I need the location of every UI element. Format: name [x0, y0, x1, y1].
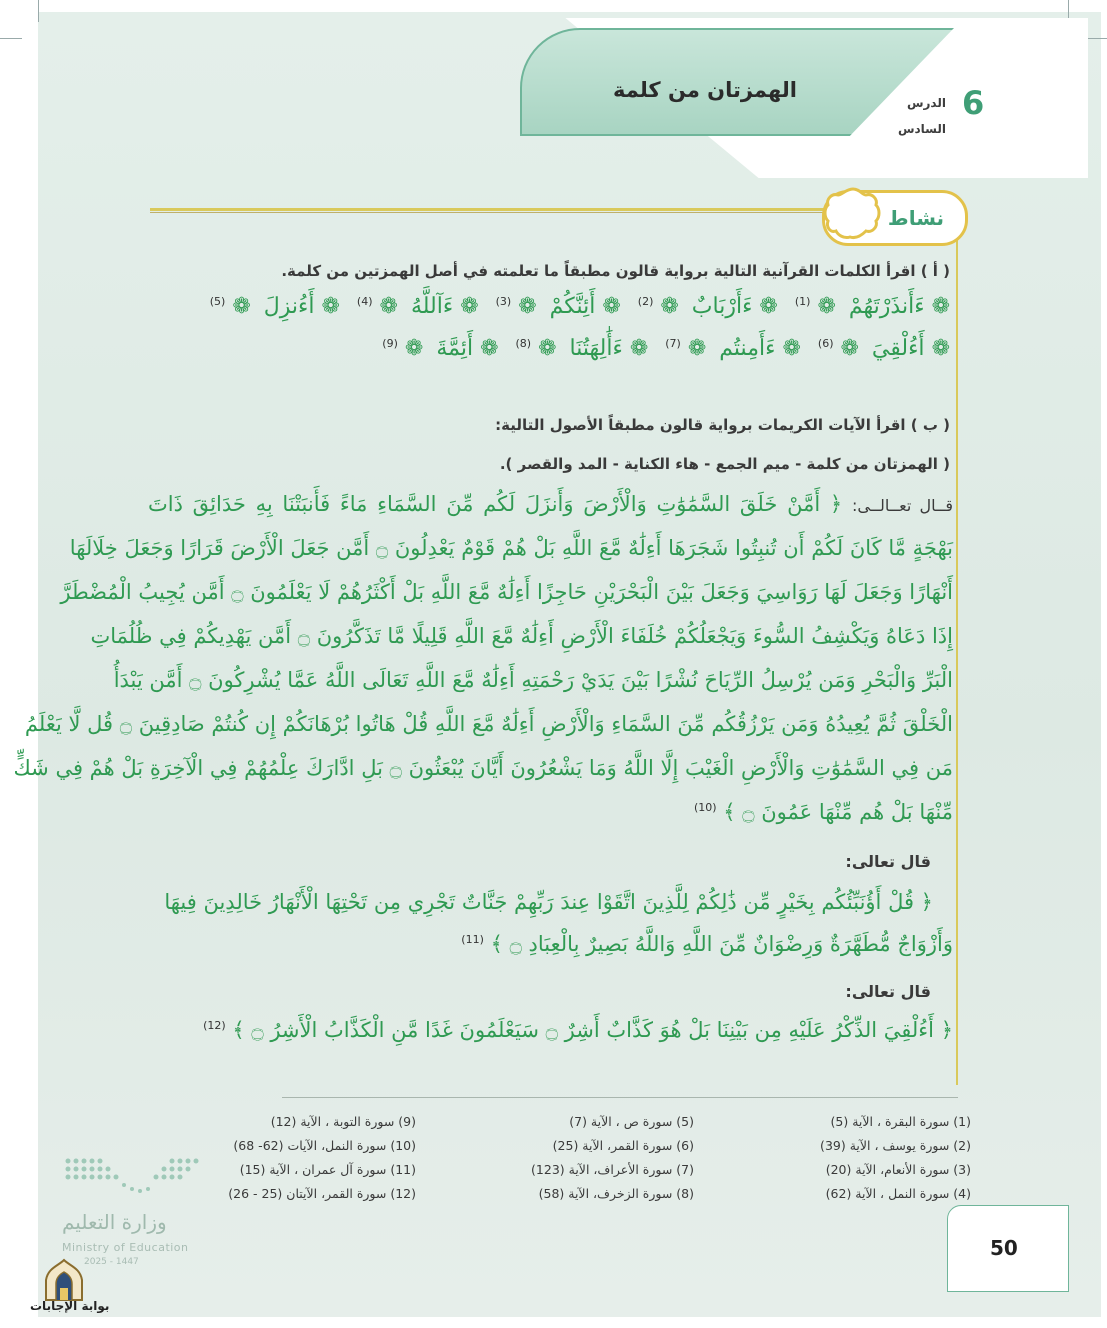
verse-line — [148, 492, 953, 516]
activity-label: نشاط — [887, 206, 945, 230]
ornament-icon: ❁ — [404, 336, 424, 361]
ornament-icon: ❁ — [687, 336, 707, 361]
ornament-icon: ❁ — [660, 294, 679, 319]
footnote: (9) سورة التوبة ، الآية (12) — [270, 1114, 416, 1129]
ornament-icon: ❁ — [602, 294, 621, 319]
word-ref: (2) — [637, 294, 654, 308]
ornament-icon: ❁ — [321, 294, 340, 319]
verse-intro: قال تعالى: — [845, 852, 931, 871]
quran-word: أَئِمَّةَ — [436, 336, 474, 361]
part-b-instruction: ( ب ) اقرأ الآيات الكريمات برواية قالون مطبقاً الأصول التالية: — [495, 416, 950, 434]
part-a-instruction: ( أ ) اقرأ الكلمات القرآنية التالية برواية قالون مطبقاً ما تعلمته في أصل الهمزتين من كلمة. — [281, 262, 950, 280]
footnote: (4) سورة النمل ، الآية (62) — [825, 1186, 971, 1201]
quran-word: ءَآللَّهُ — [410, 294, 454, 319]
crop-mark — [38, 0, 39, 22]
verse-line: أَنْهَارًا وَجَعَلَ لَهَا رَوَاسِيَ وَجَعَلَ بَيْنَ الْبَحْرَيْنِ حَاجِزًا أَءِلَٰهٌ مَّعَ اللَّهِ بَلْ أَكْثَرُهُمْ لَا يَعْلَمُونَ ۝ أَمَّن يُجِيبُ الْمُضْطَرَّ — [60, 580, 953, 604]
verse-intro: قــال تعــالــى: — [851, 496, 953, 515]
verse-ref: (10) — [693, 801, 717, 814]
ornament-icon: ❁ — [460, 294, 479, 319]
portal-logo-icon — [40, 1258, 88, 1302]
verse-text: ﴿ أَءُلْقِيَ الذِّكْرُ عَلَيْهِ مِن بَيْنِنَا بَلْ هُوَ كَذَّابٌ أَشِرٌ ۝ سَيَعْلَمُونَ غَدًا مَّنِ الْكَذَّابُ الْأَشِرُ ۝ ﴾ — [232, 1018, 953, 1042]
part-a-words-row1 — [200, 294, 950, 319]
word-ref: (3) — [495, 294, 512, 308]
footnote: (2) سورة يوسف ، الآية (39) — [820, 1138, 971, 1153]
verse-text: مِّنْهَا بَلْ هُم مِّنْهَا عَمُونَ ۝ ﴾ — [723, 800, 953, 824]
activity-rule — [150, 212, 830, 213]
ornament-icon: ❁ — [480, 336, 499, 361]
verse-text: وَأَزْوَاجٌ مُّطَهَّرَةٌ وَرِضْوَانٌ مِّنَ اللَّهِ وَاللَّهُ بَصِيرٌ بِالْعِبَادِ ۝ ﴾ — [490, 932, 953, 956]
quran-word: ءَأَمِنتُم — [719, 336, 776, 361]
crop-mark — [0, 38, 22, 39]
quran-word: أَئِنَّكُمْ — [549, 294, 596, 319]
footnote: (8) سورة الزخرف، الآية (58) — [538, 1186, 694, 1201]
verse-line — [195, 932, 953, 956]
footnote: (7) سورة الأعراف، الآية (123) — [531, 1162, 694, 1177]
word-ref: (9) — [382, 336, 398, 350]
quran-word: أَءُلْقِيَ — [871, 336, 925, 361]
verse-ref: (12) — [203, 1019, 226, 1032]
portal-name: بوابة الإجابات — [30, 1299, 110, 1313]
ornament-icon: ❁ — [759, 294, 778, 319]
ornament-icon: ❁ — [538, 336, 557, 361]
ornament-icon: ❁ — [629, 336, 649, 361]
flower-icon — [822, 185, 884, 243]
word-ref: (8) — [515, 336, 532, 350]
ornament-icon: ❁ — [931, 294, 950, 319]
verse-line: الْبَرِّ وَالْبَحْرِ وَمَن يُرْسِلُ الرِّيَاحَ نُشْرًا بَيْنَ يَدَيْ رَحْمَتِهِ أَءِلَٰهٌ مَّعَ اللَّهِ تَعَالَى اللَّهُ عَمَّا يُشْرِكُونَ ۝ أَمَّن يَبْدَأُ — [113, 668, 953, 692]
verse-text: ﴿ أَمَّنْ خَلَقَ السَّمَٰوَٰتِ وَالْأَرْضَ وَأَنزَلَ لَكُم مِّنَ السَّمَاءِ مَاءً فَأَنبَتْنَا بِهِ حَدَائِقَ ذَاتَ — [148, 492, 843, 516]
footnote: (3) سورة الأنعام، الآية (20) — [825, 1162, 971, 1177]
verse-line: إِذَا دَعَاهُ وَيَكْشِفُ السُّوءَ وَيَجْعَلُكُمْ خُلَفَاءَ الْأَرْضِ أَءِلَٰهٌ مَّعَ اللَّهِ قَلِيلًا مَّا تَذَكَّرُونَ ۝ أَمَّن يَهْدِيكُمْ فِي ظُلُمَاتِ — [90, 624, 953, 648]
verse-line: بَهْجَةٍ مَّا كَانَ لَكُمْ أَن تُنبِتُوا شَجَرَهَا أَءِلَٰهٌ مَّعَ اللَّهِ بَلْ هُمْ قَوْمٌ يَعْدِلُونَ ۝ أَمَّن جَعَلَ الْأَرْضَ قَرَارًا وَجَعَلَ خِلَالَهَا — [69, 536, 953, 560]
lesson-number: 6 — [962, 84, 985, 122]
part-b-principles: ( الهمزتان من كلمة - ميم الجمع - هاء الكناية - المد والقصر ). — [499, 455, 950, 473]
lesson-label: الدرس السادس — [897, 96, 946, 136]
quran-word: ءَأَنذَرْتَهُمْ — [848, 294, 925, 319]
footnote: (10) سورة النمل، الآيات (62- 68) — [233, 1138, 416, 1153]
verse-line — [203, 1018, 953, 1042]
ornament-icon: ❁ — [782, 336, 801, 361]
word-ref: (6) — [817, 336, 834, 350]
ministry-logo-icon — [62, 1155, 202, 1200]
word-ref: (1) — [794, 294, 811, 308]
ornament-icon: ❁ — [379, 294, 398, 319]
verse-intro: قال تعالى: — [845, 982, 931, 1001]
footnote: (5) سورة ص ، الآية (7) — [569, 1114, 694, 1129]
side-rule — [956, 240, 958, 1085]
footnote: (1) سورة البقرة ، الآية (5) — [830, 1114, 971, 1129]
footnote: (6) سورة القمر، الآية (25) — [552, 1138, 694, 1153]
quran-word: أَءُنزِلَ — [263, 294, 315, 319]
ministry-name-ar: وزارة التعليم — [62, 1210, 167, 1234]
ornament-icon: ❁ — [817, 294, 836, 319]
ornament-icon: ❁ — [931, 336, 950, 361]
verse-ref: (11) — [461, 933, 484, 946]
word-ref: (7) — [665, 336, 681, 350]
ornament-icon: ❁ — [232, 294, 251, 319]
ornament-icon: ❁ — [518, 294, 537, 319]
verse-line: الْخَلْقَ ثُمَّ يُعِيدُهُ وَمَن يَرْزُقُكُم مِّنَ السَّمَاءِ وَالْأَرْضِ أَءِلَٰهٌ مَّعَ اللَّهِ قُلْ هَاتُوا بُرْهَانَكُمْ إِن كُنتُمْ صَادِقِينَ ۝ قُل لَّا يَعْلَمُ — [24, 712, 953, 736]
part-a-words-row2 — [372, 336, 950, 361]
crop-mark — [1085, 38, 1107, 39]
verse-line — [148, 800, 953, 824]
lesson-title: الهمزتان من كلمة — [613, 78, 797, 102]
ministry-name-en: Ministry of Education — [62, 1241, 189, 1254]
footnote-divider — [282, 1097, 958, 1098]
activity-rule — [150, 208, 830, 211]
footnote: (12) سورة القمر، الآيتان (25 - 26) — [228, 1186, 416, 1201]
word-ref: (4) — [356, 294, 373, 308]
ornament-icon: ❁ — [840, 336, 859, 361]
verse-line: مَن فِي السَّمَٰوَٰتِ وَالْأَرْضِ الْغَيْبَ إِلَّا اللَّهُ وَمَا يَشْعُرُونَ أَيَّانَ يُبْعَثُونَ ۝ بَلِ ادَّارَكَ عِلْمُهُمْ فِي الْآخِرَةِ بَلْ هُمْ فِي شَكٍّ — [13, 756, 953, 780]
quran-word: ءَأَٰلِهَتُنَا — [569, 336, 623, 361]
footnote: (11) سورة آل عمران ، الآية (15) — [239, 1162, 416, 1177]
quran-word: ءَأَرْبَابٌ — [691, 294, 753, 319]
verse-line: ﴿ قُلْ أَؤُنَبِّئُكُم بِخَيْرٍ مِّن ذَٰلِكُمْ لِلَّذِينَ اتَّقَوْا عِندَ رَبِّهِمْ جَنَّاتٌ تَجْرِي مِن تَحْتِهَا الْأَنْهَارُ خَالِدِينَ فِيهَا — [164, 890, 933, 914]
word-ref: (5) — [209, 294, 226, 308]
page-number: 50 — [990, 1236, 1018, 1260]
ministry-year: 2025 - 1447 — [84, 1257, 139, 1267]
